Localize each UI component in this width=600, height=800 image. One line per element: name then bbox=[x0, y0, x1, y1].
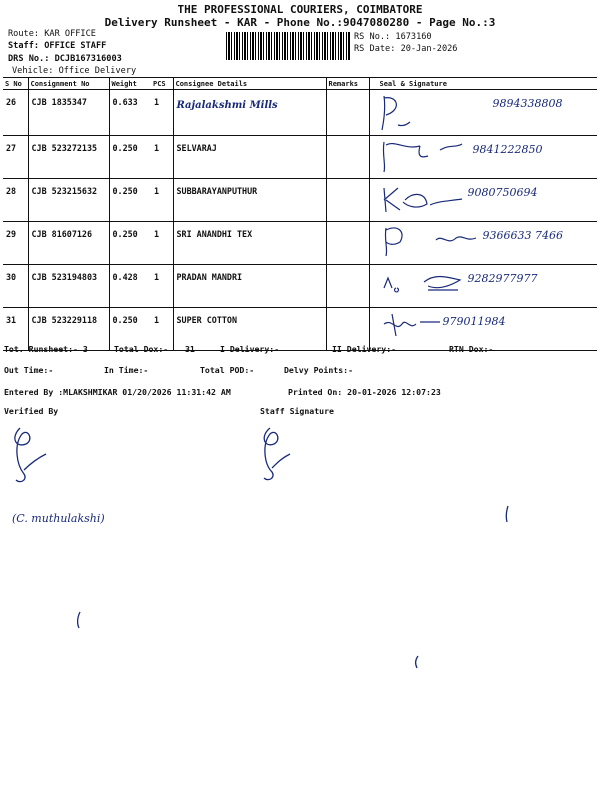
remarks bbox=[326, 222, 369, 265]
remarks bbox=[326, 265, 369, 308]
verified-by-label: Verified By bbox=[4, 406, 59, 416]
col-seal-signature: Seal & Signature bbox=[369, 78, 597, 90]
consignee: SUPER COTTON bbox=[173, 308, 326, 351]
runsheet-subtitle: Delivery Runsheet - KAR - Phone No.:9047080280 - Page No.:3 bbox=[104, 16, 496, 29]
consignment-no: CJB 523215632 bbox=[28, 179, 109, 222]
consignee-handwritten: Rajalakshmi Mills bbox=[173, 90, 326, 136]
consignee: SELVARAJ bbox=[173, 136, 326, 179]
i-delivery: I Delivery:- bbox=[220, 344, 280, 354]
drs-number: DRS No.: DCJB167316003 bbox=[8, 54, 122, 64]
weight: 0.250 bbox=[109, 308, 151, 351]
seal-signature-cell bbox=[369, 222, 597, 265]
rs-number: RS No.: 1673160 bbox=[354, 32, 432, 42]
handwritten-phone: 979011984 bbox=[442, 315, 506, 328]
rs-date: RS Date: 20-Jan-2026 bbox=[354, 44, 458, 54]
seal-signature-cell bbox=[369, 179, 597, 222]
ii-delivery: II Delivery:- bbox=[332, 344, 397, 354]
weight: 0.428 bbox=[109, 265, 151, 308]
consignment-no: CJB 523194803 bbox=[28, 265, 109, 308]
consignment-no: CJB 81607126 bbox=[28, 222, 109, 265]
handwritten-phone: 9841222850 bbox=[472, 143, 543, 156]
route-label: Route: KAR OFFICE bbox=[8, 29, 96, 39]
sno: 28 bbox=[3, 179, 28, 222]
pcs: 1 bbox=[151, 90, 173, 136]
total-pod: Total POD:- bbox=[200, 365, 255, 375]
company-title: THE PROFESSIONAL COURIERS, COIMBATORE bbox=[177, 3, 423, 16]
col-remarks: Remarks bbox=[326, 78, 369, 90]
remarks bbox=[326, 136, 369, 179]
consignment-no: CJB 523272135 bbox=[28, 136, 109, 179]
weight: 0.250 bbox=[109, 222, 151, 265]
runsheet-table bbox=[3, 77, 597, 351]
weight: 0.633 bbox=[109, 90, 151, 136]
rtn-dox: RTN Dox:- bbox=[449, 344, 494, 354]
handwritten-phone: 9894338808 bbox=[492, 97, 563, 110]
staff-signature-label: Staff Signature bbox=[260, 406, 334, 416]
col-weight: Weight bbox=[109, 78, 151, 90]
pcs: 1 bbox=[151, 308, 173, 351]
weight: 0.250 bbox=[109, 179, 151, 222]
seal-signature-cell bbox=[369, 136, 597, 179]
total-dox-label: Total Dox:- bbox=[114, 344, 169, 354]
consignee: SUBBARAYANPUTHUR bbox=[173, 179, 326, 222]
weight: 0.250 bbox=[109, 136, 151, 179]
vehicle-label: Vehicle: Office Delivery bbox=[12, 66, 137, 76]
sno: 29 bbox=[3, 222, 28, 265]
barcode bbox=[226, 32, 350, 60]
sno: 31 bbox=[3, 308, 28, 351]
table-row bbox=[3, 222, 597, 265]
col-pcs: PCS bbox=[151, 78, 173, 90]
consignee: PRADAN MANDRI bbox=[173, 265, 326, 308]
col-sno: S No bbox=[3, 78, 28, 90]
col-consignee: Consignee Details bbox=[173, 78, 326, 90]
sno: 27 bbox=[3, 136, 28, 179]
out-time: Out Time:- bbox=[4, 365, 54, 375]
seal-signature-cell bbox=[369, 90, 597, 136]
handwritten-phone: 9366633 7466 bbox=[482, 229, 563, 242]
sno: 26 bbox=[3, 90, 28, 136]
col-consignment: Consignment No bbox=[28, 78, 109, 90]
sno: 30 bbox=[3, 265, 28, 308]
pcs: 1 bbox=[151, 136, 173, 179]
table-row bbox=[3, 179, 597, 222]
handwritten-phone: 9080750694 bbox=[467, 186, 538, 199]
consignee: SRI ANANDHI TEX bbox=[173, 222, 326, 265]
handwritten-phone: 9282977977 bbox=[467, 272, 538, 285]
in-time: In Time:- bbox=[104, 365, 149, 375]
consignment-no: CJB 523229118 bbox=[28, 308, 109, 351]
table-row bbox=[3, 265, 597, 308]
pcs: 1 bbox=[151, 179, 173, 222]
pcs: 1 bbox=[151, 265, 173, 308]
pcs: 1 bbox=[151, 222, 173, 265]
staff-label: Staff: OFFICE STAFF bbox=[8, 41, 107, 51]
entered-by: Entered By :MLAKSHMIKAR 01/20/2026 11:31:42 AM bbox=[4, 387, 231, 397]
delivery-points: Delvy Points:- bbox=[284, 365, 354, 375]
consignment-no: CJB 1835347 bbox=[28, 90, 109, 136]
table-row bbox=[3, 136, 597, 179]
table-row bbox=[3, 90, 597, 136]
verifier-name-handwritten: (C. muthulakshi) bbox=[12, 512, 105, 525]
printed-on: Printed On: 20-01-2026 12:07:23 bbox=[288, 387, 441, 397]
table-row bbox=[3, 308, 597, 351]
seal-signature-cell bbox=[369, 265, 597, 308]
remarks bbox=[326, 90, 369, 136]
total-dox-value: 31 bbox=[185, 344, 195, 354]
table-header-row bbox=[3, 78, 597, 90]
total-runsheet: Tot. Runsheet:- 3 bbox=[4, 344, 88, 354]
remarks bbox=[326, 179, 369, 222]
